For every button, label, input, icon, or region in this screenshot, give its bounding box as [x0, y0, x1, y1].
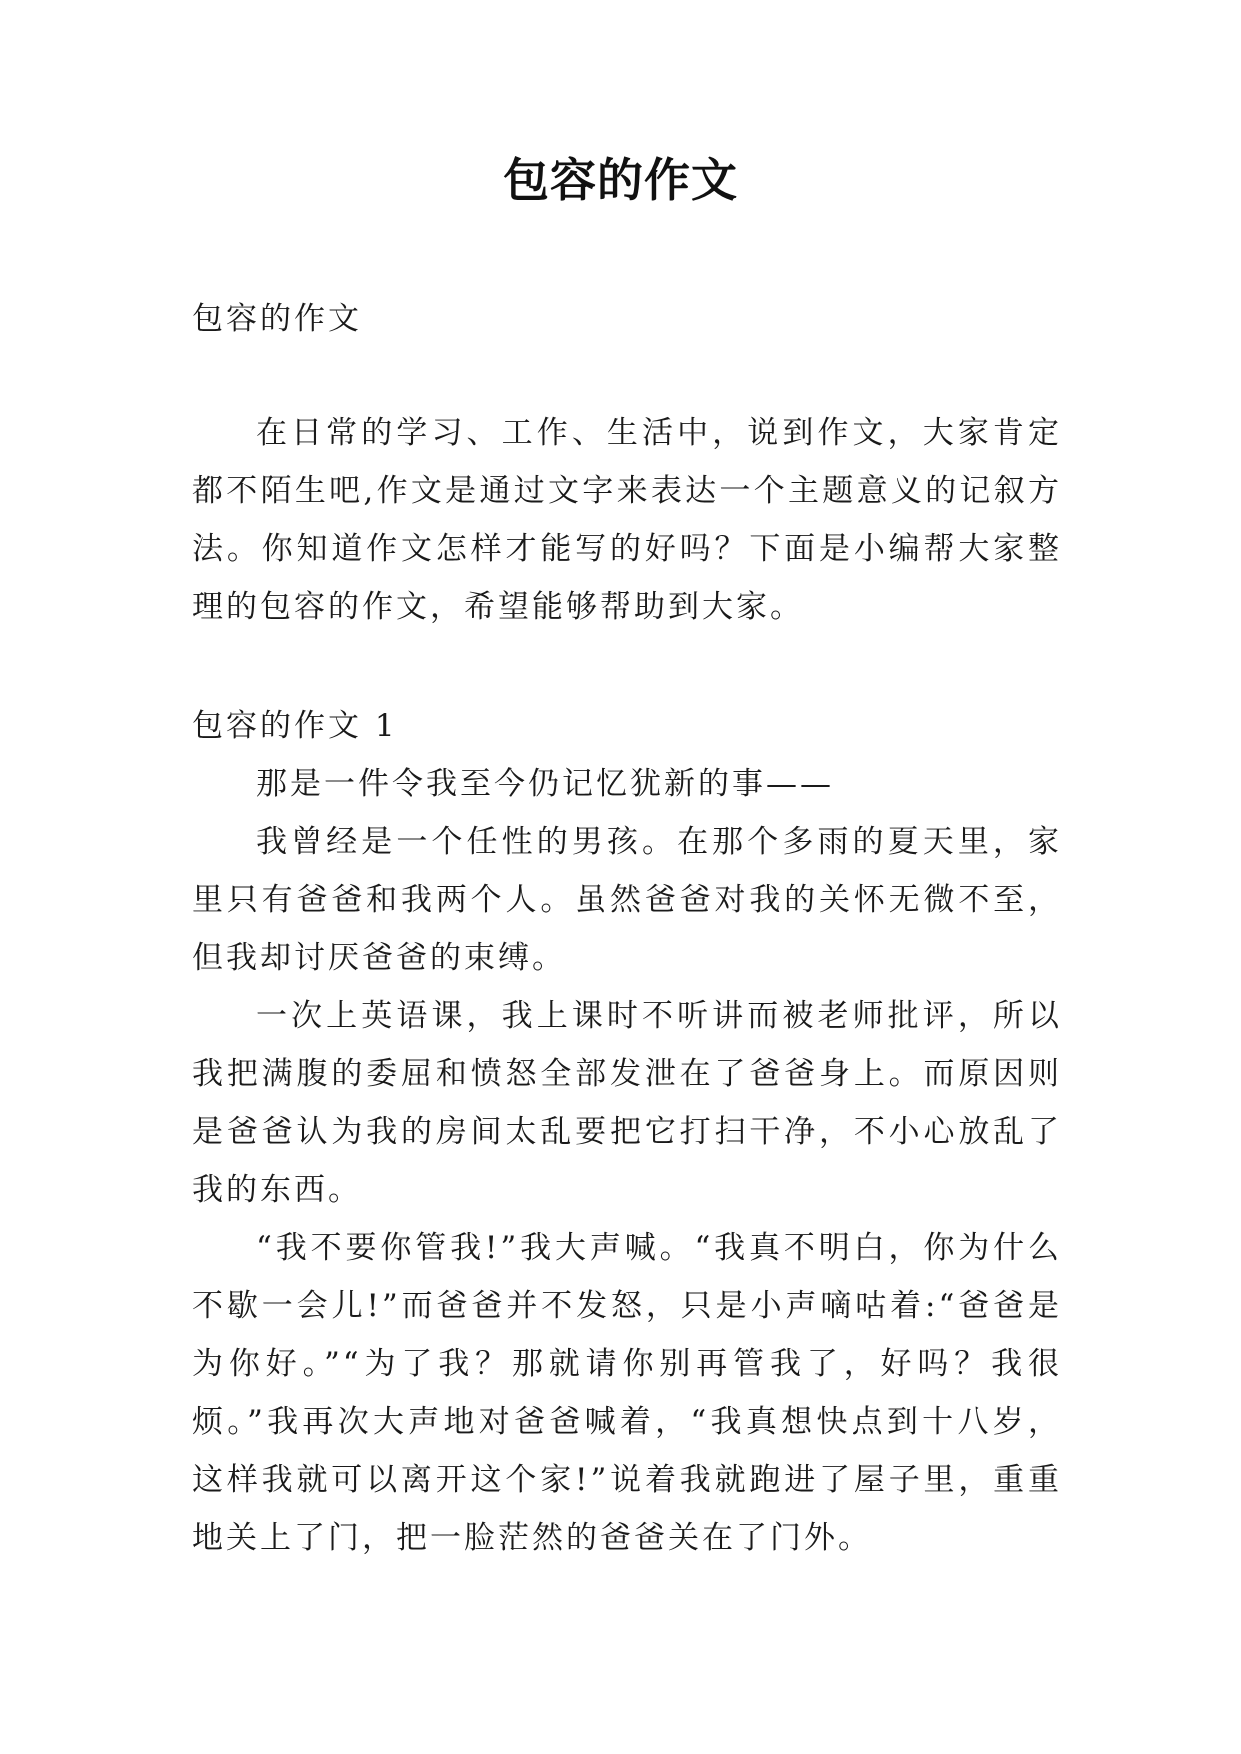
document-title: 包容的作文 [503, 153, 738, 207]
essay-paragraph: 那是一件令我至今仍记忆犹新的事—— [256, 766, 834, 802]
essay-paragraph: 一次上英语课，我上课时不听讲而被老师批评，所以我把满腹的委屈和愤怒全部发泄在了爸爸身上。而原因则是爸爸认为我的房间太乱要把它打扫干净，不小心放乱了我的东西。 [192, 998, 1062, 1208]
essay-heading: 包容的作文 1 [192, 708, 398, 744]
intro-paragraph: 在日常的学习、工作、生活中，说到作文，大家肯定都不陌生吧,作文是通过文字来表达一个主题意义的记叙方法。你知道作文怎样才能写的好吗？下面是小编帮大家整理的包容的作文，希望能够帮助到大家。 [192, 415, 1062, 625]
intro-label: 包容的作文 [192, 301, 362, 337]
essay-paragraph: 我曾经是一个任性的男孩。在那个多雨的夏天里，家里只有爸爸和我两个人。虽然爸爸对我的关怀无微不至，但我却讨厌爸爸的束缚。 [192, 824, 1062, 976]
essay-paragraph: “我不要你管我!”我大声喊。“我真不明白，你为什么不歇一会儿!”而爸爸并不发怒，只是小声嘀咕着:“爸爸是为你好。”“为了我？那就请你别再管我了，好吗？我很烦。”我再次大声地对爸爸喊着，“我真想快点到十八岁，这样我就可以离开这个家!”说着我就跑进了屋子里，重重地关上了门，把一脸茫然的爸爸关在了门外。 [192, 1230, 1062, 1556]
essay-body [192, 755, 1062, 1567]
